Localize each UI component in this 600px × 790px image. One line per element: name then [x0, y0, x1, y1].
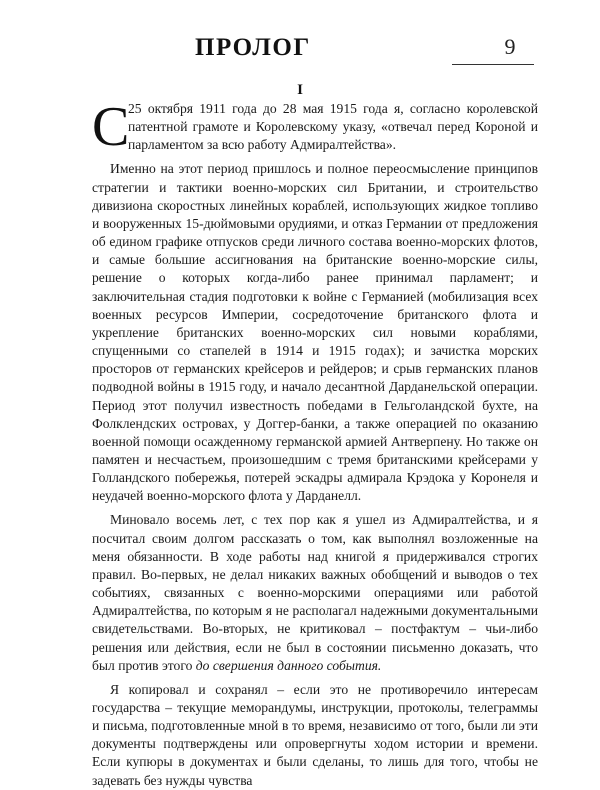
paragraph-1-text: 25 октября 1911 года до 28 мая 1915 года я, согласно королевской патентной грамоте и Королевскому указу, «отвечал перед Короной и парламентом за всю работу Адмиралтейства». [128, 101, 538, 153]
paragraph-1 [92, 96, 538, 158]
paragraph-3-italic: до свершения данного события. [195, 657, 382, 673]
paragraph-3-text: Миновало восемь лет, с тех пор как я ушел из Адмиралтейства, и я посчитал своим долгом рассказать о том, как выполнял возложенные на меня обязанности. В ходе работы над книгой я придерживался строгих правил. Во-первых, не делал никаких важных обобщений и выводов о тех событиях, связанных с военно-морскими операциями или работой Адмиралтейства, по которым я не располагал надежными документальными свидетельствами. Во-вторых, не критиковал – постфактум – чьи-либо решения или действия, если не был в состоянии письменно доказать, что был против этого [92, 512, 538, 673]
body-text [92, 96, 538, 790]
page-number: 9 [504, 34, 516, 59]
header-rule [452, 64, 534, 65]
page-header [0, 34, 600, 74]
paragraph-2: Именно на этот период пришлось и полное переосмысление принципов стратегии и тактики военно-морских сил Британии, и строительство дивизиона скоростных линейных кораблей, использующих жидкое топливо и вооруженных 15-дюймовыми орудиями, и отказ Германии от предложения об едином графике отпусков среди личного состава военно-морских флотов, и самые большие ассигнования на британские военно-морские силы, решение о которых когда-либо ранее принимал парламент; и заключительная стадия подготовки к войне с Германией (мобилизация всех военных ресурсов Империи, сосредоточение британского флота и укрепление британских военно-морских сил новыми кораблями, спущенными со стапелей в 1914 и 1915 годах); и зачистка морских просторов от германских крейсеров и рейдеров; и срыв германских планов подводной войны в 1915 году, и начало десантной Дарданельской операции. Период этот получил известность победами в Гельголандской бухте, на Фолклендских островах, у Доггер-банки, а также операцией по оказанию военной помощи осажденному германской армией Антверпену. Но также он памятен и несчастьем, произошедшим с тремя британскими крейсерами у Голландского побережья, потерей эскадры адмирала Крэдока у Коронеля и неудачей военно-морского флота у Дарданелл. [92, 161, 538, 504]
paragraph-3 [92, 511, 538, 674]
paragraph-4: Я копировал и сохранял – если это не противоречило интересам государства – текущие меморандумы, инструкции, протоколы, телеграммы и письма, подготовленные мной в то время, независимо от того, были ли эти документы подтверждены или опровергнуты ходом истории и времени. Если купюры в документах и были сделаны, то лишь для того, чтобы не задевать без нужды чувства [92, 681, 538, 788]
drop-cap: С [92, 96, 130, 158]
chapter-title: ПРОЛОГ [195, 34, 311, 61]
section-number: I [297, 82, 303, 98]
